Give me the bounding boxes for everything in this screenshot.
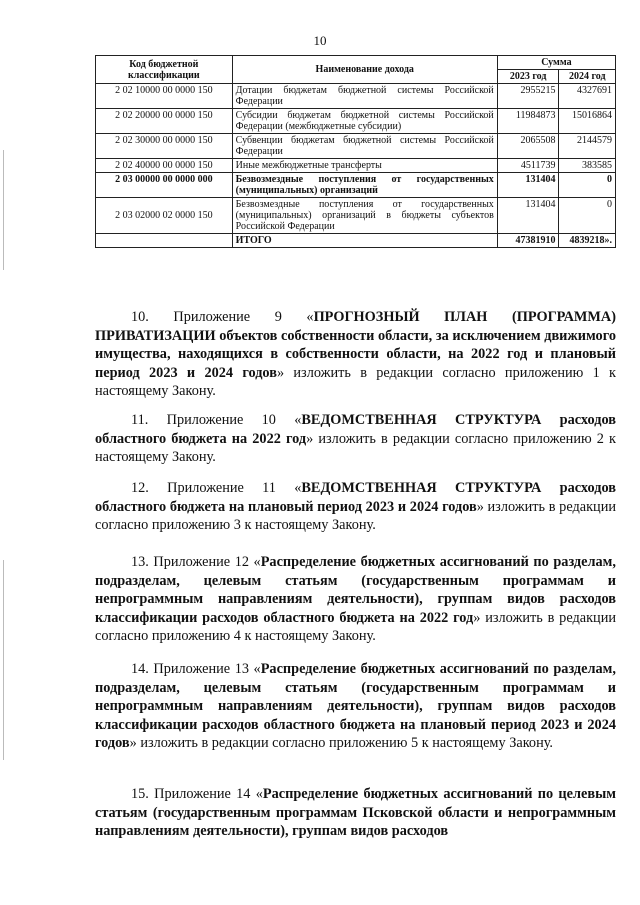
revenue-table: [95, 55, 616, 248]
row-name: Безвозмездные поступления от государственных (муниципальных) организаций: [232, 173, 497, 198]
header-year-2024: 2024 год: [559, 70, 616, 84]
paragraph-11: [95, 411, 616, 467]
paragraph-bold: Распределение бюджетных ассигнований по целевым статьям (государственным программам Псковской области и непрограммным направлениям деятельности), группам видов расходов: [95, 786, 616, 839]
table-row: [96, 84, 616, 109]
row-2024: 0: [559, 198, 616, 234]
row-code: 2 02 20000 00 0000 150: [96, 109, 233, 134]
header-year-2023: 2023 год: [497, 70, 559, 84]
paragraph-tail: » изложить в редакции согласно приложению 1 к настоящему Закону.: [95, 364, 616, 399]
paragraph-lead: 12. Приложение 11 «: [131, 480, 302, 496]
row-2023: 131404: [497, 198, 559, 234]
row-2023: 4511739: [497, 159, 559, 173]
row-2024: 4327691: [559, 84, 616, 109]
row-2023: 2955215: [497, 84, 559, 109]
paragraph-bold: Распределение бюджетных ассигнований по разделам, подразделам, целевым статьям (государственным программам и непрограммным направлениям деятельности), группам видов расходов классификации расходов областного бюджета на плановый период 2023 и 2024 годов: [95, 661, 616, 751]
paragraph-bold: ПРОГНОЗНЫЙ ПЛАН (ПРОГРАММА) ПРИВАТИЗАЦИИ объектов собственности области, за исключением движимого имущества, находящихся в собственности области, на 2022 год и плановый период 2023 и 2024 годов: [95, 309, 616, 381]
paragraph-bold: ВЕДОМСТВЕННАЯ СТРУКТУРА расходов областного бюджета на 2022 год: [95, 412, 616, 447]
row-name: Субсидии бюджетам бюджетной системы Российской Федерации (межбюджетные субсидии): [232, 109, 497, 134]
table-row: [96, 198, 616, 234]
paragraph-15: [95, 785, 616, 841]
paragraph-12: [95, 479, 616, 535]
total-2024: 4839218».: [559, 234, 616, 248]
row-2024: 383585: [559, 159, 616, 173]
table-row: [96, 134, 616, 159]
table-row: [96, 159, 616, 173]
total-2023: 47381910: [497, 234, 559, 248]
row-name: Субвенции бюджетам бюджетной системы Российской Федерации: [232, 134, 497, 159]
table-row: [96, 109, 616, 134]
paragraph-14: [95, 660, 616, 753]
paragraph-lead: 11. Приложение 10 «: [131, 412, 302, 428]
row-2024: 0: [559, 173, 616, 198]
paragraph-bold: ВЕДОМСТВЕННАЯ СТРУКТУРА расходов областного бюджета на плановый период 2023 и 2024 годов: [95, 480, 616, 515]
table-row: [96, 173, 616, 198]
paragraph-10: [95, 308, 616, 401]
page-number: 10: [313, 33, 327, 48]
row-code: 2 02 40000 00 0000 150: [96, 159, 233, 173]
table-total-row: [96, 234, 616, 248]
row-code: 2 03 02000 02 0000 150: [96, 198, 233, 234]
row-name: Дотации бюджетам бюджетной системы Российской Федерации: [232, 84, 497, 109]
paragraph-tail: » изложить в редакции согласно приложению 2 к настоящему Закону.: [95, 430, 616, 465]
total-empty-cell: [96, 234, 233, 248]
paragraph-lead: 10. Приложение 9 «: [131, 309, 314, 325]
row-name: Иные межбюджетные трансферты: [232, 159, 497, 173]
row-code: 2 02 10000 00 0000 150: [96, 84, 233, 109]
row-2023: 131404: [497, 173, 559, 198]
paragraph-lead: 13. Приложение 12 «: [131, 554, 261, 570]
paragraph-tail: » изложить в редакции согласно приложению 5 к настоящему Закону.: [129, 735, 554, 751]
paragraph-bold: Распределение бюджетных ассигнований по разделам, подразделам, целевым статьям (государственным программам и непрограммным направлениям деятельности), группам видов расходов классификации расходов областного бюджета на 2022 год: [95, 554, 616, 626]
header-sum: Сумма: [497, 56, 615, 70]
row-2024: 15016864: [559, 109, 616, 134]
paragraph-lead: 14. Приложение 13 «: [131, 661, 261, 677]
paragraph-13: [95, 553, 616, 646]
header-name: Наименование дохода: [232, 56, 497, 84]
paragraph-tail: » изложить в редакции согласно приложению 3 к настоящему Закону.: [95, 498, 616, 533]
total-label: ИТОГО: [232, 234, 497, 248]
header-code: Код бюджетной классификации: [96, 56, 233, 84]
paragraph-tail: » изложить в редакции согласно приложению 4 к настоящему Закону.: [95, 609, 616, 644]
row-name: Безвозмездные поступления от государственных (муниципальных) организаций в бюджеты субъектов Российской Федерации: [232, 198, 497, 234]
row-2023: 2065508: [497, 134, 559, 159]
row-code: 2 03 00000 00 0000 000: [96, 173, 233, 198]
scan-edge-mark: [3, 150, 4, 270]
paragraph-lead: 15. Приложение 14 «: [131, 786, 263, 802]
row-2023: 11984873: [497, 109, 559, 134]
row-code: 2 02 30000 00 0000 150: [96, 134, 233, 159]
table-header-row: [96, 56, 616, 70]
row-2024: 2144579: [559, 134, 616, 159]
scan-edge-mark: [3, 560, 4, 760]
